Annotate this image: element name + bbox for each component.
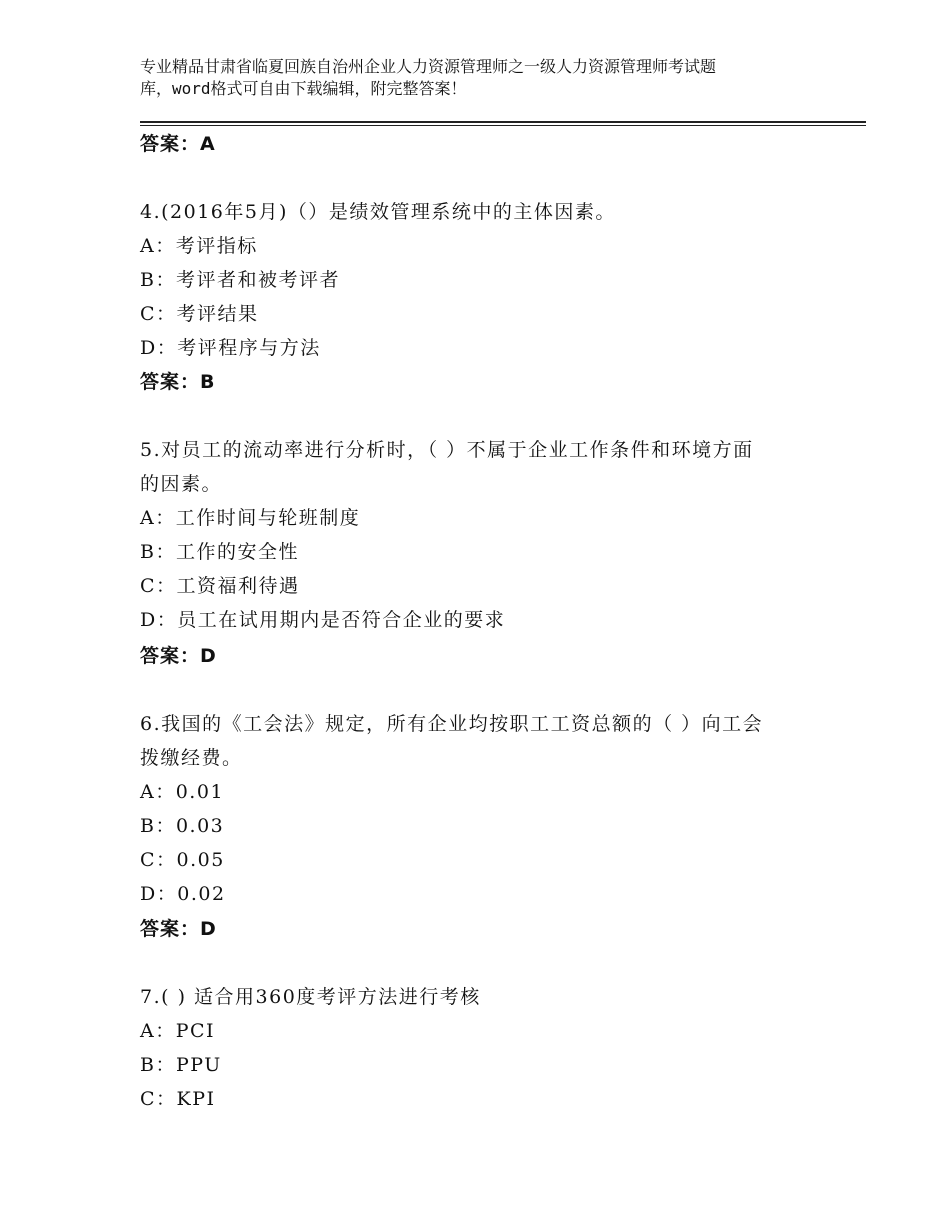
question-4-option-c: C：考评结果: [140, 303, 259, 325]
question-5-stem: 5.对员工的流动率进行分析时，（ ）不属于企业工作条件和环境方面: [140, 439, 754, 461]
question-5-answer: 答案：D: [140, 645, 217, 667]
question-5-stem-cont: 的因素。: [140, 473, 223, 495]
document-header: [140, 56, 830, 100]
header-line-1: 专业精品甘肃省临夏回族自治州企业人力资源管理师之一级人力资源管理师考试题: [140, 57, 717, 76]
question-5-option-b: B：工作的安全性: [140, 541, 299, 563]
question-4-option-a: A：考评指标: [140, 235, 258, 257]
question-6-option-a: A：0.01: [140, 781, 225, 803]
question-7-option-a: A：PCI: [140, 1020, 216, 1042]
previous-answer: 答案：A: [140, 133, 216, 155]
question-6-option-c: C：0.05: [140, 849, 225, 871]
question-4-answer: 答案：B: [140, 371, 216, 393]
question-6-option-b: B：0.03: [140, 815, 225, 837]
question-4-option-b: B：考评者和被考评者: [140, 269, 340, 291]
question-7-option-b: B：PPU: [140, 1054, 222, 1076]
question-5-option-d: D：员工在试用期内是否符合企业的要求: [140, 609, 506, 631]
header-divider: [140, 121, 866, 123]
question-4-stem: 4.(2016年5月)（）是绩效管理系统中的主体因素。: [140, 201, 616, 223]
question-5-option-a: A：工作时间与轮班制度: [140, 507, 361, 529]
question-7-option-c: C：KPI: [140, 1088, 216, 1110]
question-6-stem: 6.我国的《工会法》规定，所有企业均按职工工资总额的（ ）向工会: [140, 713, 764, 735]
question-6-stem-cont: 拨缴经费。: [140, 747, 243, 769]
question-5-option-c: C：工资福利待遇: [140, 575, 300, 597]
header-line-2: 库，word格式可自由下载编辑，附完整答案！: [140, 79, 467, 98]
question-4-option-d: D：考评程序与方法: [140, 337, 321, 359]
header-divider-thin: [140, 125, 866, 126]
question-6-answer: 答案：D: [140, 918, 217, 940]
question-6-option-d: D：0.02: [140, 883, 226, 905]
question-7-stem: 7.( ) 适合用360度考评方法进行考核: [140, 986, 481, 1008]
